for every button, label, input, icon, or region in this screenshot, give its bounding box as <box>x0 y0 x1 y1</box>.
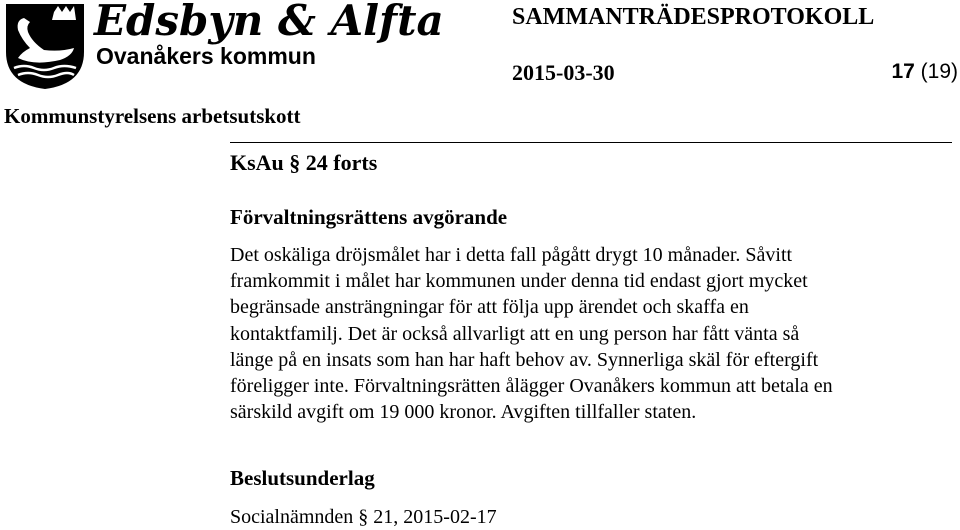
meeting-date: 2015-03-30 <box>512 60 615 85</box>
section-heading-court-decision: Förvaltningsrättens avgörande <box>230 205 508 229</box>
committee-name: Kommunstyrelsens arbetsutskott <box>4 104 301 128</box>
paragraph-reference: KsAu § 24 forts <box>230 150 378 175</box>
page-number <box>891 60 958 84</box>
municipality-logo <box>4 0 444 92</box>
page-total: (19) <box>920 60 958 83</box>
section-heading-basis: Beslutsunderlag <box>230 466 375 490</box>
body-line: framkommit i målet har kommunen under denna tid endast gjort mycket <box>230 270 808 293</box>
logo-text-primary: Edsbyn & Alfta <box>94 0 444 45</box>
body-paragraph <box>230 242 958 425</box>
body-line: Det oskäliga dröjsmålet har i detta fall pågått drygt 10 månader. Såvitt <box>230 244 793 266</box>
body-line: kontaktfamilj. Det är också allvarligt att en ung person har fått vänta så <box>230 322 800 345</box>
logo-text-secondary: Ovanåkers kommun <box>96 43 316 69</box>
body-line: särskild avgift om 19 000 kronor. Avgiften tillfaller staten. <box>230 401 697 424</box>
swan-emblem-icon <box>4 2 86 90</box>
decision-reference: Socialnämnden § 21, 2015-02-17 <box>230 506 497 528</box>
page-current: 17 <box>891 60 915 83</box>
document-type: SAMMANTRÄDESPROTOKOLL <box>512 4 875 30</box>
body-line: länge på en insats som han har haft behov av. Synnerliga skäl för eftergift <box>230 348 819 371</box>
header-divider <box>230 142 952 143</box>
body-line: begränsade ansträngningar för att följa upp ärendet och skaffa en <box>230 296 749 319</box>
body-line: föreligger inte. Förvaltningsrätten ålägger Ovanåkers kommun att betala en <box>230 375 833 398</box>
